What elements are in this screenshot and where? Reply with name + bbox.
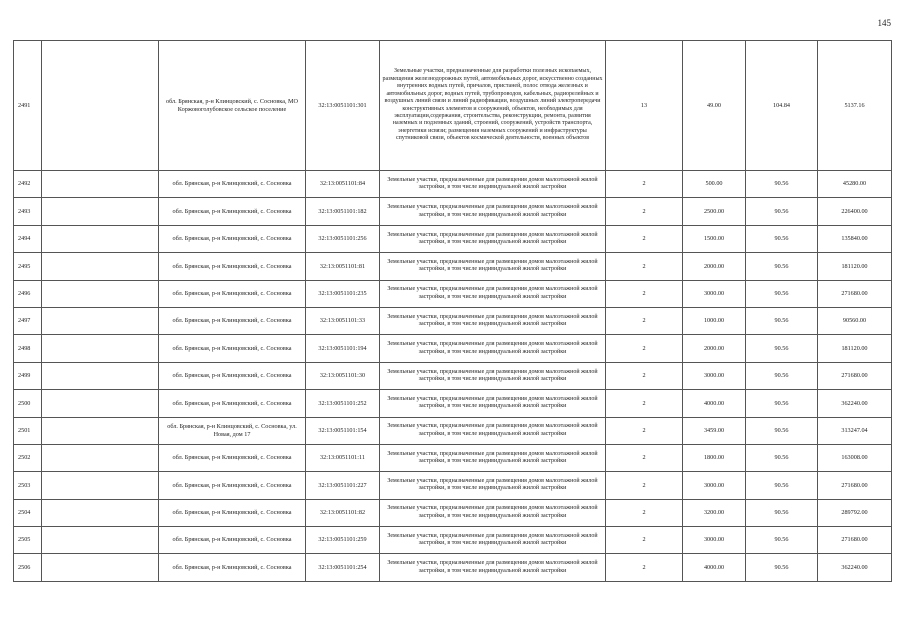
table-row xyxy=(14,280,892,307)
area-cell: 4000.00 xyxy=(683,390,746,417)
blank-cell xyxy=(42,171,159,198)
blank-cell xyxy=(42,554,159,581)
cadastral-value-cell: 45280.00 xyxy=(818,171,892,198)
area-cell: 3200.00 xyxy=(683,499,746,526)
area-cell: 3000.00 xyxy=(683,280,746,307)
address-cell: обл. Брянская, р-н Клинцовский, с. Сосновка xyxy=(159,253,306,280)
use-code-cell: 2 xyxy=(606,499,683,526)
specific-value-cell: 104.84 xyxy=(746,41,818,171)
specific-value-cell: 90.56 xyxy=(746,335,818,362)
area-cell: 1800.00 xyxy=(683,444,746,471)
use-code-cell: 2 xyxy=(606,390,683,417)
address-cell: обл. Брянская, р-н Клинцовский, с. Сосновка xyxy=(159,171,306,198)
row-number: 2496 xyxy=(14,280,42,307)
specific-value-cell: 90.56 xyxy=(746,171,818,198)
land-use-cell: Земельные участки, предназначенные для размещения домов малоэтажной жилой застройки, в том числе индивидуальной жилой застройки xyxy=(380,417,606,444)
land-use-cell: Земельные участки, предназначенные для размещения домов малоэтажной жилой застройки, в том числе индивидуальной жилой застройки xyxy=(380,499,606,526)
specific-value-cell: 90.56 xyxy=(746,554,818,581)
table-row xyxy=(14,499,892,526)
land-use-cell: Земельные участки, предназначенные для размещения домов малоэтажной жилой застройки, в том числе индивидуальной жилой застройки xyxy=(380,335,606,362)
land-use-cell: Земельные участки, предназначенные для размещения домов малоэтажной жилой застройки, в том числе индивидуальной жилой застройки xyxy=(380,554,606,581)
cadastral-number-cell: 32:13:0051101:227 xyxy=(306,472,380,499)
table-row xyxy=(14,307,892,334)
use-code-cell: 2 xyxy=(606,527,683,554)
blank-cell xyxy=(42,225,159,252)
land-use-cell: Земельные участки, предназначенные для размещения домов малоэтажной жилой застройки, в том числе индивидуальной жилой застройки xyxy=(380,362,606,389)
address-cell: обл. Брянская, р-н Клинцовский, с. Сосновка xyxy=(159,198,306,225)
specific-value-cell: 90.56 xyxy=(746,417,818,444)
row-number: 2495 xyxy=(14,253,42,280)
specific-value-cell: 90.56 xyxy=(746,444,818,471)
cadastral-value-table xyxy=(13,40,892,582)
row-number: 2500 xyxy=(14,390,42,417)
row-number: 2501 xyxy=(14,417,42,444)
cadastral-value-cell: 271680.00 xyxy=(818,527,892,554)
cadastral-value-cell: 226400.00 xyxy=(818,198,892,225)
blank-cell xyxy=(42,417,159,444)
area-cell: 2000.00 xyxy=(683,335,746,362)
specific-value-cell: 90.56 xyxy=(746,499,818,526)
cadastral-number-cell: 32:13:0051101:81 xyxy=(306,253,380,280)
row-number: 2493 xyxy=(14,198,42,225)
use-code-cell: 2 xyxy=(606,362,683,389)
cadastral-value-cell: 181120.00 xyxy=(818,335,892,362)
area-cell: 3000.00 xyxy=(683,472,746,499)
blank-cell xyxy=(42,41,159,171)
specific-value-cell: 90.56 xyxy=(746,472,818,499)
table-row xyxy=(14,253,892,280)
specific-value-cell: 90.56 xyxy=(746,198,818,225)
table-row xyxy=(14,335,892,362)
use-code-cell: 2 xyxy=(606,171,683,198)
cadastral-value-cell: 362240.00 xyxy=(818,390,892,417)
cadastral-number-cell: 32:13:0051101:154 xyxy=(306,417,380,444)
row-number: 2503 xyxy=(14,472,42,499)
address-cell: обл. Брянская, р-н Клинцовский, с. Сосновка xyxy=(159,527,306,554)
cadastral-number-cell: 32:13:0051101:33 xyxy=(306,307,380,334)
land-use-cell: Земельные участки, предназначенные для размещения домов малоэтажной жилой застройки, в том числе индивидуальной жилой застройки xyxy=(380,280,606,307)
cadastral-value-cell: 5137.16 xyxy=(818,41,892,171)
blank-cell xyxy=(42,335,159,362)
area-cell: 3000.00 xyxy=(683,527,746,554)
specific-value-cell: 90.56 xyxy=(746,362,818,389)
table-row xyxy=(14,225,892,252)
address-cell: обл. Брянская, р-н Клинцовский, с. Сосновка xyxy=(159,225,306,252)
table-row xyxy=(14,527,892,554)
use-code-cell: 2 xyxy=(606,472,683,499)
specific-value-cell: 90.56 xyxy=(746,390,818,417)
blank-cell xyxy=(42,527,159,554)
land-use-cell: Земельные участки, предназначенные для размещения домов малоэтажной жилой застройки, в том числе индивидуальной жилой застройки xyxy=(380,444,606,471)
row-number: 2506 xyxy=(14,554,42,581)
cadastral-value-cell: 135840.00 xyxy=(818,225,892,252)
area-cell: 4000.00 xyxy=(683,554,746,581)
cadastral-value-cell: 271680.00 xyxy=(818,362,892,389)
address-cell: обл. Брянская, р-н Клинцовский, с. Сосновка, МО Коржовоголубовское сельское поселение xyxy=(159,41,306,171)
use-code-cell: 2 xyxy=(606,444,683,471)
cadastral-number-cell: 32:13:0051101:235 xyxy=(306,280,380,307)
land-use-cell: Земельные участки, предназначенные для размещения домов малоэтажной жилой застройки, в том числе индивидуальной жилой застройки xyxy=(380,253,606,280)
land-use-cell: Земельные участки, предназначенные для размещения домов малоэтажной жилой застройки, в том числе индивидуальной жилой застройки xyxy=(380,225,606,252)
cadastral-value-cell: 289792.00 xyxy=(818,499,892,526)
use-code-cell: 2 xyxy=(606,554,683,581)
specific-value-cell: 90.56 xyxy=(746,527,818,554)
address-cell: обл. Брянская, р-н Клинцовский, с. Сосновка, ул. Новая, дом 17 xyxy=(159,417,306,444)
cadastral-number-cell: 32:13:0051101:82 xyxy=(306,499,380,526)
land-use-cell: Земельные участки, предназначенные для размещения домов малоэтажной жилой застройки, в том числе индивидуальной жилой застройки xyxy=(380,307,606,334)
specific-value-cell: 90.56 xyxy=(746,225,818,252)
row-number: 2497 xyxy=(14,307,42,334)
cadastral-value-cell: 271680.00 xyxy=(818,472,892,499)
land-use-cell: Земельные участки, предназначенные для размещения домов малоэтажной жилой застройки, в том числе индивидуальной жилой застройки xyxy=(380,198,606,225)
address-cell: обл. Брянская, р-н Клинцовский, с. Сосновка xyxy=(159,554,306,581)
row-number: 2494 xyxy=(14,225,42,252)
use-code-cell: 2 xyxy=(606,253,683,280)
area-cell: 1000.00 xyxy=(683,307,746,334)
cadastral-value-cell: 362240.00 xyxy=(818,554,892,581)
table-row xyxy=(14,554,892,581)
area-cell: 2000.00 xyxy=(683,253,746,280)
blank-cell xyxy=(42,362,159,389)
cadastral-number-cell: 32:13:0051101:254 xyxy=(306,554,380,581)
cadastral-number-cell: 32:13:0051101:182 xyxy=(306,198,380,225)
table-row xyxy=(14,390,892,417)
land-use-cell: Земельные участки, предназначенные для размещения домов малоэтажной жилой застройки, в том числе индивидуальной жилой застройки xyxy=(380,171,606,198)
use-code-cell: 2 xyxy=(606,307,683,334)
table-row xyxy=(14,171,892,198)
cadastral-number-cell: 32:13:0051101:11 xyxy=(306,444,380,471)
row-number: 2502 xyxy=(14,444,42,471)
blank-cell xyxy=(42,472,159,499)
table-row xyxy=(14,362,892,389)
table-row xyxy=(14,417,892,444)
table-row xyxy=(14,472,892,499)
blank-cell xyxy=(42,280,159,307)
table-body xyxy=(14,41,892,582)
table-row xyxy=(14,444,892,471)
row-number: 2499 xyxy=(14,362,42,389)
cadastral-number-cell: 32:13:0051101:301 xyxy=(306,41,380,171)
cadastral-number-cell: 32:13:0051101:259 xyxy=(306,527,380,554)
table-row xyxy=(14,198,892,225)
cadastral-value-cell: 271680.00 xyxy=(818,280,892,307)
row-number: 2498 xyxy=(14,335,42,362)
address-cell: обл. Брянская, р-н Клинцовский, с. Сосновка xyxy=(159,499,306,526)
area-cell: 3459.00 xyxy=(683,417,746,444)
cadastral-value-cell: 313247.04 xyxy=(818,417,892,444)
land-use-cell: Земельные участки, предназначенные для размещения домов малоэтажной жилой застройки, в том числе индивидуальной жилой застройки xyxy=(380,527,606,554)
blank-cell xyxy=(42,253,159,280)
land-use-cell: Земельные участки, предназначенные для размещения домов малоэтажной жилой застройки, в том числе индивидуальной жилой застройки xyxy=(380,472,606,499)
table-row xyxy=(14,41,892,171)
cadastral-number-cell: 32:13:0051101:84 xyxy=(306,171,380,198)
address-cell: обл. Брянская, р-н Клинцовский, с. Сосновка xyxy=(159,307,306,334)
specific-value-cell: 90.56 xyxy=(746,280,818,307)
area-cell: 49.00 xyxy=(683,41,746,171)
cadastral-number-cell: 32:13:0051101:30 xyxy=(306,362,380,389)
address-cell: обл. Брянская, р-н Клинцовский, с. Сосновка xyxy=(159,390,306,417)
blank-cell xyxy=(42,390,159,417)
use-code-cell: 2 xyxy=(606,335,683,362)
row-number: 2505 xyxy=(14,527,42,554)
area-cell: 2500.00 xyxy=(683,198,746,225)
use-code-cell: 2 xyxy=(606,225,683,252)
cadastral-value-cell: 90560.00 xyxy=(818,307,892,334)
area-cell: 500.00 xyxy=(683,171,746,198)
area-cell: 3000.00 xyxy=(683,362,746,389)
blank-cell xyxy=(42,444,159,471)
row-number: 2491 xyxy=(14,41,42,171)
address-cell: обл. Брянская, р-н Клинцовский, с. Сосновка xyxy=(159,444,306,471)
address-cell: обл. Брянская, р-н Клинцовский, с. Сосновка xyxy=(159,280,306,307)
blank-cell xyxy=(42,499,159,526)
cadastral-number-cell: 32:13:0051101:252 xyxy=(306,390,380,417)
specific-value-cell: 90.56 xyxy=(746,307,818,334)
use-code-cell: 13 xyxy=(606,41,683,171)
cadastral-value-cell: 163008.00 xyxy=(818,444,892,471)
land-use-cell: Земельные участки, предназначенные для разработки полезных ископаемых, размещения железнодорожных путей, автомобильных дорог, искусственно созданных внутренних водных путей, причалов, пристаней, полос отвода железных и автомобильных дорог, водных путей, трубопроводов, кабельных, радиорелейных и воздушных линий связи и линий радиофикации, воздушных линий электропередачи конструктивных элементов и сооружений, объектов, необходимых для эксплуатации,содержания, строительства, реконструкции, ремонта, развития наземных и подземных зданий, строений, сооружений, устройств транспорта, энергетики исвязи; размещения наземных сооружений и инфраструктуры спутниковой связи, объектов космической деятельности, военных объектов xyxy=(380,41,606,171)
use-code-cell: 2 xyxy=(606,280,683,307)
page-number: 145 xyxy=(877,18,891,28)
use-code-cell: 2 xyxy=(606,198,683,225)
address-cell: обл. Брянская, р-н Клинцовский, с. Сосновка xyxy=(159,472,306,499)
specific-value-cell: 90.56 xyxy=(746,253,818,280)
address-cell: обл. Брянская, р-н Клинцовский, с. Сосновка xyxy=(159,362,306,389)
use-code-cell: 2 xyxy=(606,417,683,444)
blank-cell xyxy=(42,198,159,225)
row-number: 2504 xyxy=(14,499,42,526)
land-use-cell: Земельные участки, предназначенные для размещения домов малоэтажной жилой застройки, в том числе индивидуальной жилой застройки xyxy=(380,390,606,417)
cadastral-number-cell: 32:13:0051101:194 xyxy=(306,335,380,362)
row-number: 2492 xyxy=(14,171,42,198)
blank-cell xyxy=(42,307,159,334)
address-cell: обл. Брянская, р-н Клинцовский, с. Сосновка xyxy=(159,335,306,362)
cadastral-number-cell: 32:13:0051101:256 xyxy=(306,225,380,252)
cadastral-value-cell: 181120.00 xyxy=(818,253,892,280)
area-cell: 1500.00 xyxy=(683,225,746,252)
